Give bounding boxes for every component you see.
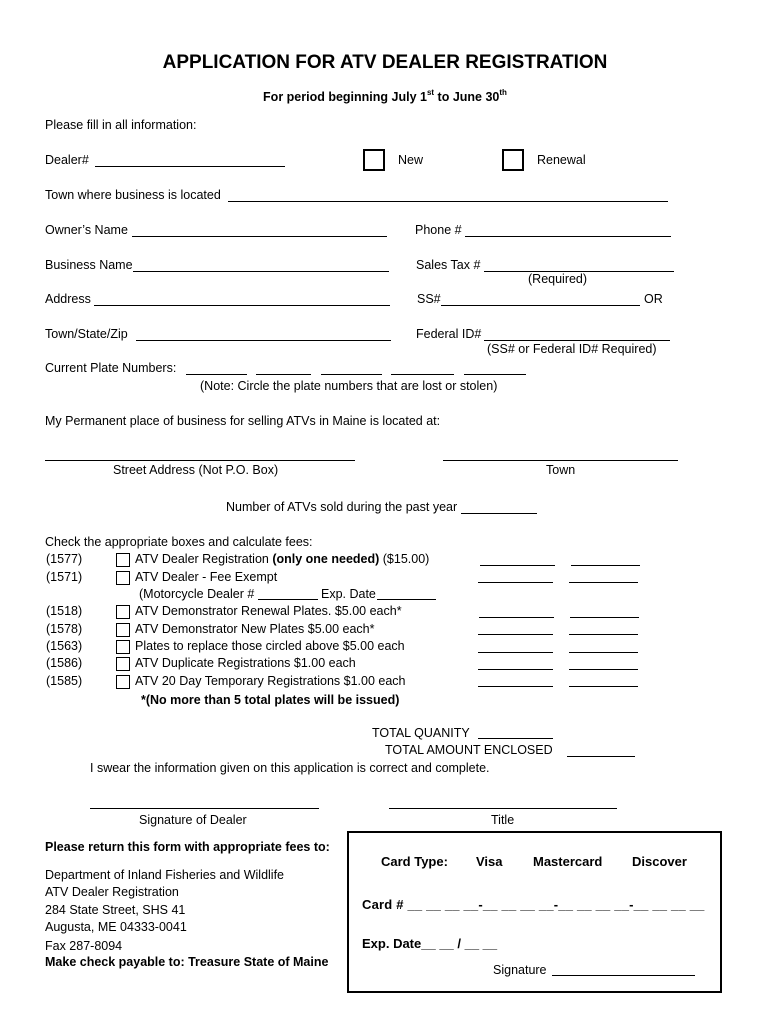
fee-label: ATV Dealer Registration (only one needed) ($15.00): [135, 552, 430, 566]
federal-id-label: Federal ID#: [416, 327, 482, 341]
fee-checkbox-1571[interactable]: [116, 571, 130, 585]
dealer-signature-field[interactable]: [90, 808, 319, 809]
fee-label: ATV Demonstrator Renewal Plates. $5.00 each*: [135, 604, 402, 618]
business-label: Business Name: [45, 258, 133, 272]
street-address-label: Street Address (Not P.O. Box): [113, 463, 279, 477]
sales-tax-label: Sales Tax #: [416, 258, 481, 272]
plates-label: Current Plate Numbers:: [45, 361, 177, 375]
fee-qty-1563[interactable]: [478, 652, 553, 653]
fee-amount-1577[interactable]: [571, 565, 640, 566]
town-field[interactable]: [228, 201, 668, 202]
dealer-signature-label: Signature of Dealer: [139, 813, 247, 827]
atvs-sold-label: Number of ATVs sold during the past year: [226, 500, 458, 514]
permanent-town-field[interactable]: [443, 460, 678, 461]
card-type-label: Card Type:: [381, 854, 448, 869]
town-state-zip-label: Town/State/Zip: [45, 327, 128, 341]
plates-limit-note: *(No more than 5 total plates will be issued): [141, 693, 400, 707]
card-number-field[interactable]: Card # __ __ __ __-__ __ __ __-__ __ __ __-__ __ __ __: [362, 897, 705, 912]
ss-field[interactable]: [441, 305, 640, 306]
new-checkbox[interactable]: [363, 149, 385, 171]
dealer-label: Dealer#: [45, 153, 89, 167]
fee-amount-1563[interactable]: [569, 652, 638, 653]
address-label: Address: [45, 292, 91, 306]
fee-checkbox-1578[interactable]: [116, 623, 130, 637]
return-address-line: Fax 287-8094: [45, 939, 123, 953]
new-label: New: [398, 153, 424, 167]
fee-label: Plates to replace those circled above $5.00 each: [135, 639, 405, 653]
title-label: Title: [491, 813, 515, 827]
or-label: OR: [644, 292, 663, 306]
fee-code: (1577): [46, 552, 83, 566]
fees-heading: Check the appropriate boxes and calculate fees:: [45, 535, 313, 549]
fee-qty-1586[interactable]: [478, 669, 553, 670]
motorcycle-dealer-label: (Motorcycle Dealer #: [139, 587, 255, 601]
plates-note: (Note: Circle the plate numbers that are lost or stolen): [200, 379, 498, 393]
instructions: Please fill in all information:: [45, 118, 197, 132]
exp-date-label: Exp. Date: [321, 587, 376, 601]
fee-label: ATV Duplicate Registrations $1.00 each: [135, 656, 356, 670]
owner-field[interactable]: [132, 236, 387, 237]
return-address-line: ATV Dealer Registration: [45, 885, 179, 899]
return-address-line: Department of Inland Fisheries and Wildlife: [45, 868, 285, 882]
card-signature-label: Signature: [493, 963, 547, 977]
fee-checkbox-1586[interactable]: [116, 657, 130, 671]
permanent-town-label: Town: [546, 463, 576, 477]
period-subtitle: For period beginning July 1st to June 30th: [263, 88, 507, 104]
fee-amount-1585[interactable]: [569, 686, 638, 687]
return-heading: Please return this form with appropriate fees to:: [45, 840, 330, 854]
address-field[interactable]: [94, 305, 390, 306]
renewal-checkbox[interactable]: [502, 149, 524, 171]
fee-code: (1578): [46, 622, 83, 636]
payable-note: Make check payable to: Treasure State of Maine: [45, 955, 329, 969]
plate-field-1[interactable]: [186, 374, 247, 375]
fee-amount-1578[interactable]: [569, 634, 638, 635]
atvs-sold-field[interactable]: [461, 513, 537, 514]
card-type-mastercard[interactable]: Mastercard: [533, 854, 603, 869]
town-state-zip-field[interactable]: [136, 340, 391, 341]
swear-statement: I swear the information given on this application is correct and complete.: [90, 761, 490, 775]
town-label: Town where business is located: [45, 188, 221, 202]
renewal-label: Renewal: [537, 153, 586, 167]
fee-code: (1571): [46, 570, 83, 584]
street-address-field[interactable]: [45, 460, 355, 461]
fee-qty-1585[interactable]: [478, 686, 553, 687]
ss-label: SS#: [417, 292, 441, 306]
card-signature-field[interactable]: [552, 975, 695, 976]
owner-label: Owner’s Name: [45, 223, 128, 237]
return-address-line: 284 State Street, SHS 41: [45, 903, 186, 917]
sales-tax-required: (Required): [528, 272, 588, 286]
plate-field-2[interactable]: [256, 374, 311, 375]
total-amount-label: TOTAL AMOUNT ENCLOSED: [385, 743, 553, 757]
exp-date-field[interactable]: [377, 599, 436, 600]
fee-label: ATV Dealer - Fee Exempt: [135, 570, 278, 584]
return-address-line: Augusta, ME 04333-0041: [45, 920, 187, 934]
fee-qty-1578[interactable]: [478, 634, 553, 635]
fee-qty-1577[interactable]: [480, 565, 555, 566]
fee-qty-1571[interactable]: [478, 582, 553, 583]
total-quantity-label: TOTAL QUANITY: [372, 726, 470, 740]
permanent-statement: My Permanent place of business for selling ATVs in Maine is located at:: [45, 414, 441, 428]
phone-label: Phone #: [415, 223, 462, 237]
phone-field[interactable]: [465, 236, 671, 237]
fee-qty-1518[interactable]: [479, 617, 554, 618]
fee-amount-1586[interactable]: [569, 669, 638, 670]
fee-checkbox-1518[interactable]: [116, 605, 130, 619]
federal-id-field[interactable]: [484, 340, 670, 341]
fee-code: (1518): [46, 604, 83, 618]
fee-label: ATV Demonstrator New Plates $5.00 each*: [135, 622, 375, 636]
fee-label: ATV 20 Day Temporary Registrations $1.00 each: [135, 674, 406, 688]
fee-code: (1585): [46, 674, 83, 688]
card-type-visa[interactable]: Visa: [476, 854, 503, 869]
fee-checkbox-1563[interactable]: [116, 640, 130, 654]
plate-field-5[interactable]: [464, 374, 526, 375]
fee-amount-1571[interactable]: [569, 582, 638, 583]
dealer-number-field[interactable]: [95, 166, 285, 167]
page-title: APPLICATION FOR ATV DEALER REGISTRATION: [162, 52, 608, 73]
plate-field-3[interactable]: [321, 374, 382, 375]
business-field[interactable]: [133, 271, 389, 272]
title-field[interactable]: [389, 808, 617, 809]
fee-amount-1518[interactable]: [570, 617, 639, 618]
card-exp-field[interactable]: Exp. Date__ __ / __ __: [362, 936, 498, 951]
fee-code: (1563): [46, 639, 83, 653]
motorcycle-dealer-field[interactable]: [258, 599, 318, 600]
fee-checkbox-1585[interactable]: [116, 675, 130, 689]
plate-field-4[interactable]: [391, 374, 454, 375]
total-amount-field[interactable]: [567, 756, 635, 757]
ss-fed-required-note: (SS# or Federal ID# Required): [487, 342, 657, 356]
total-quantity-field[interactable]: [478, 738, 553, 739]
card-type-discover[interactable]: Discover: [632, 854, 687, 869]
fee-checkbox-1577[interactable]: [116, 553, 130, 567]
fee-code: (1586): [46, 656, 83, 670]
